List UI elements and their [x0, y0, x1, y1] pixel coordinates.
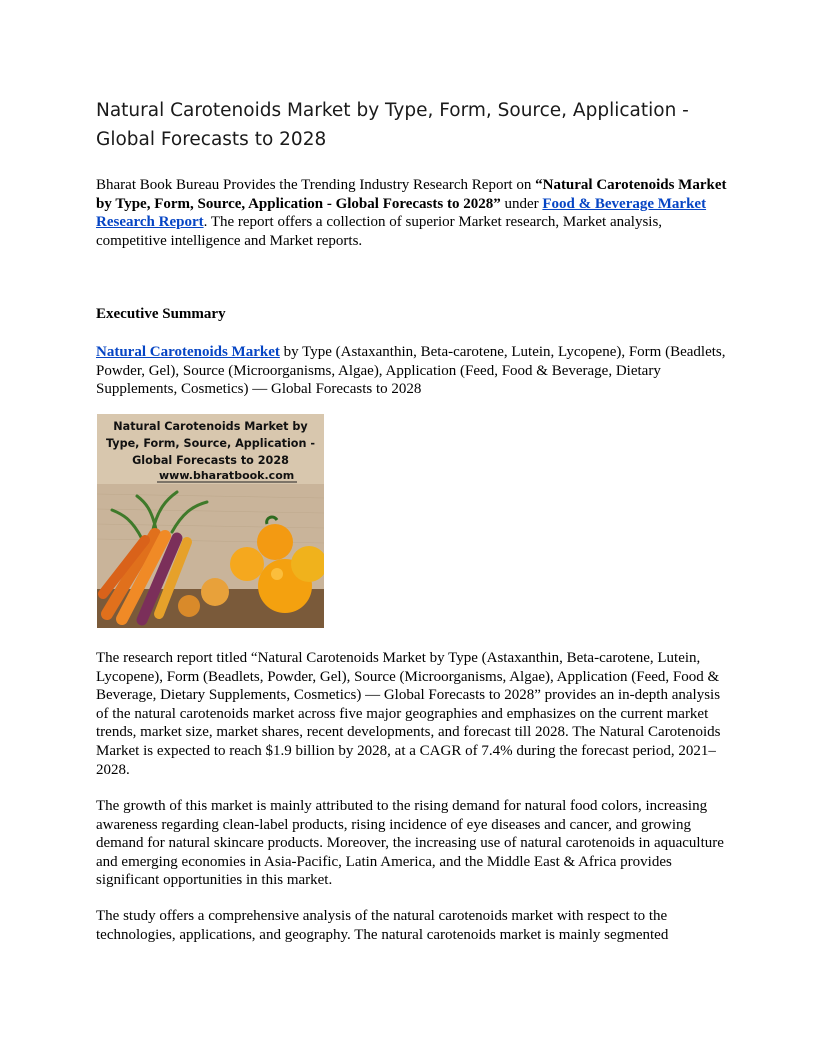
page-title: [96, 96, 736, 154]
food-beverage-report-link[interactable]: Food & Beverage Market Research Report: [96, 195, 707, 231]
banner-title-line-2: Type, Form, Source, Application -: [105, 437, 315, 450]
intro-suffix: . The report offers a collection of superior Market research, Market analysis, competitive intelligence and Market reports.: [96, 214, 663, 249]
report-banner-image: [97, 414, 324, 628]
executive-summary-text: by Type (Astaxanthin, Beta-carotene, Lutein, Lycopene), Form (Beadlets, Powder, Gel), Source (Microorganisms, Algae), Application (Feed, Food & Beverage, Dietary Supplements, Cosmetics) — Global Forecasts to 2028: [96, 344, 726, 398]
banner-title-line-3: Global Forecasts to 2028: [132, 454, 289, 467]
banner-title-line-1: Natural Carotenoids Market by: [113, 420, 308, 433]
intro-report-title: “Natural Carotenoids Market by Type, Form, Source, Application - Global Forecasts to 2028”: [96, 177, 727, 212]
paragraph-market-growth: The growth of this market is mainly attributed to the rising demand for natural food colors, increasing awareness regarding clean-label products, rising incidence of eye diseases and cancer, and growing demand for natural skincare products. Moreover, the increasing use of natural carotenoids in aquaculture and emerging economies in Asia-Pacific, Latin America, and the Middle East & Africa provides significant opportunities in this market.: [96, 798, 724, 889]
executive-summary-paragraph: [96, 343, 728, 399]
paragraph-report-overview: The research report titled “Natural Carotenoids Market by Type (Astaxanthin, Beta-carotene, Lutein, Lycopene), Form (Beadlets, Powder, Gel), Source (Microorganisms, Algae), Application (Feed, Food & Beverage, Dietary Supplements, Cosmetics) — Global Forecasts to 2028” provides an in-depth analysis of the natural carotenoids market across five major geographies and emphasizes on the current market trends, market size, market shares, recent developments, and forecast till 2028. The Natural Carotenoids Market is expected to reach $1.9 billion by 2028, at a CAGR of 7.4% during the forecast period, 2021–2028.: [96, 650, 721, 778]
intro-under: under: [500, 195, 543, 212]
title-line-2: Global Forecasts to 2028: [96, 129, 327, 150]
executive-summary-heading: Executive Summary: [96, 306, 226, 322]
banner-title: [97, 418, 324, 469]
title-line-1: Natural Carotenoids Market by Type, Form, Source, Application -: [96, 100, 689, 121]
paragraph-study-scope: The study offers a comprehensive analysis of the natural carotenoids market with respect to the technologies, applications, and geography. The natural carotenoids market is mainly segmented: [96, 908, 669, 943]
natural-carotenoids-market-link[interactable]: Natural Carotenoids Market: [96, 344, 280, 360]
intro-paragraph: [96, 176, 728, 250]
banner-url: www.bharatbook.com: [159, 469, 295, 482]
intro-prefix: Bharat Book Bureau Provides the Trending Industry Research Report on: [96, 177, 536, 193]
